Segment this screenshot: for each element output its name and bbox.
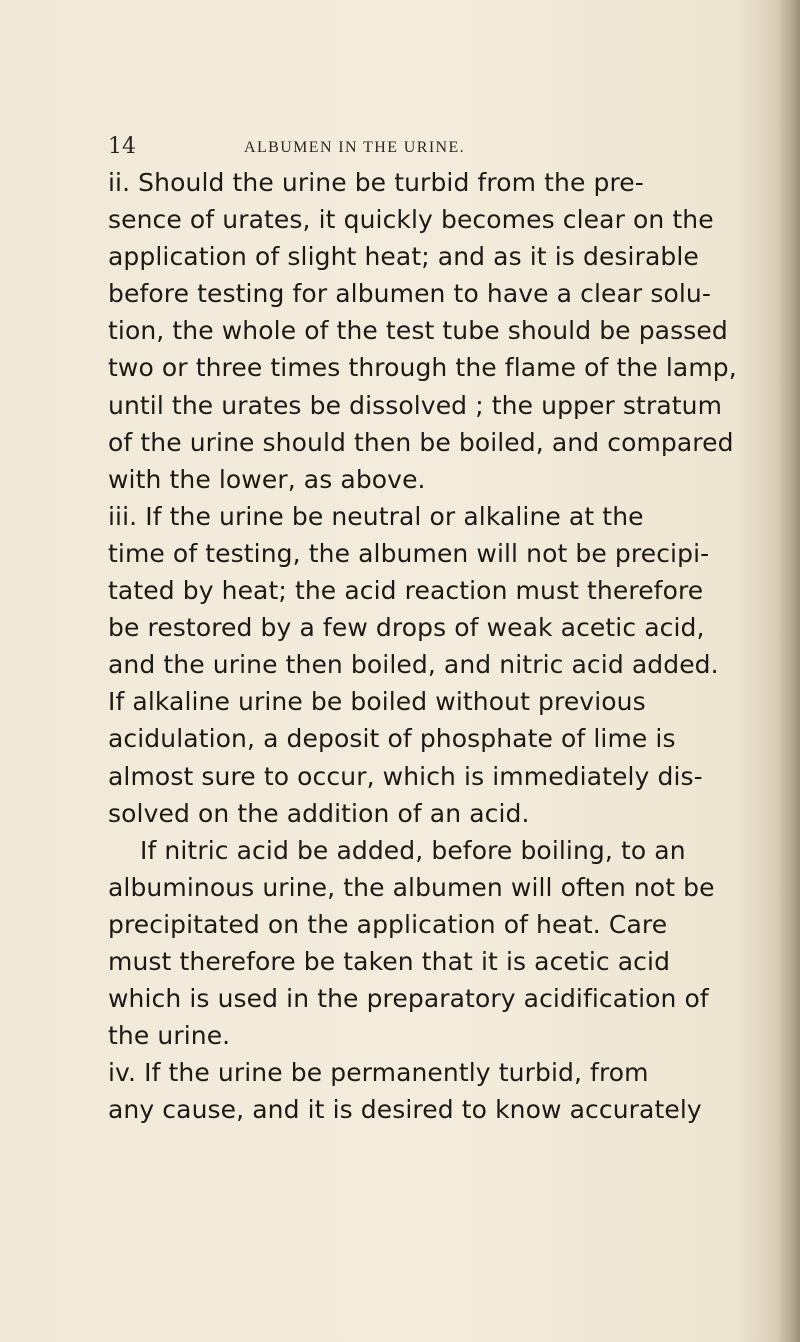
text-line: precipitated on the application of heat. Care (108, 909, 668, 939)
text-line: the urine. (108, 1021, 231, 1051)
text-line: ii. Should the urine be turbid from the pre- (108, 168, 644, 197)
text-line: any cause, and it is desired to know accurately (108, 1095, 702, 1125)
page-number: 14 (108, 134, 136, 159)
text-line: almost sure to occur, which is immediately dis- (108, 761, 703, 791)
text-line: sence of urates, it quickly becomes clear on the (108, 205, 714, 235)
text-line: before testing for albumen to have a clear solu- (108, 279, 711, 309)
text-line: two or three times through the flame of the lamp, (108, 353, 737, 383)
text-line: time of testing, the albumen will not be precipi- (108, 538, 710, 568)
text-line: which is used in the preparatory acidification of (108, 984, 709, 1014)
text-line: tated by heat; the acid reaction must therefore (108, 576, 704, 606)
text-line: tion, the whole of the test tube should be passed (108, 316, 728, 346)
text-line: of the urine should then be boiled, and compared (108, 427, 734, 457)
text-line: with the lower, as above. (108, 464, 426, 494)
text-line: until the urates be dissolved ; the upper stratum (108, 390, 723, 420)
text-line: be restored by a few drops of weak acetic acid, (108, 613, 705, 643)
text-line: If nitric acid be added, before boiling, to an (140, 835, 686, 865)
text-line: iii. If the urine be neutral or alkaline at the (108, 501, 644, 531)
page-header (108, 132, 570, 162)
text-line: and the urine then boiled, and nitric acid added. (108, 650, 719, 680)
body-text (108, 164, 788, 1128)
text-line: solved on the addition of an acid. (108, 798, 530, 828)
text-line: If alkaline urine be boiled without previous (108, 687, 646, 717)
text-line: must therefore be taken that it is acetic acid (108, 946, 671, 976)
running-title: ALBUMEN IN THE URINE. (244, 139, 466, 156)
text-line: albuminous urine, the albumen will often not be (108, 872, 715, 902)
text-line: application of slight heat; and as it is desirable (108, 242, 699, 272)
text-line: acidulation, a deposit of phosphate of lime is (108, 724, 676, 754)
text-line: iv. If the urine be permanently turbid, from (108, 1058, 649, 1088)
